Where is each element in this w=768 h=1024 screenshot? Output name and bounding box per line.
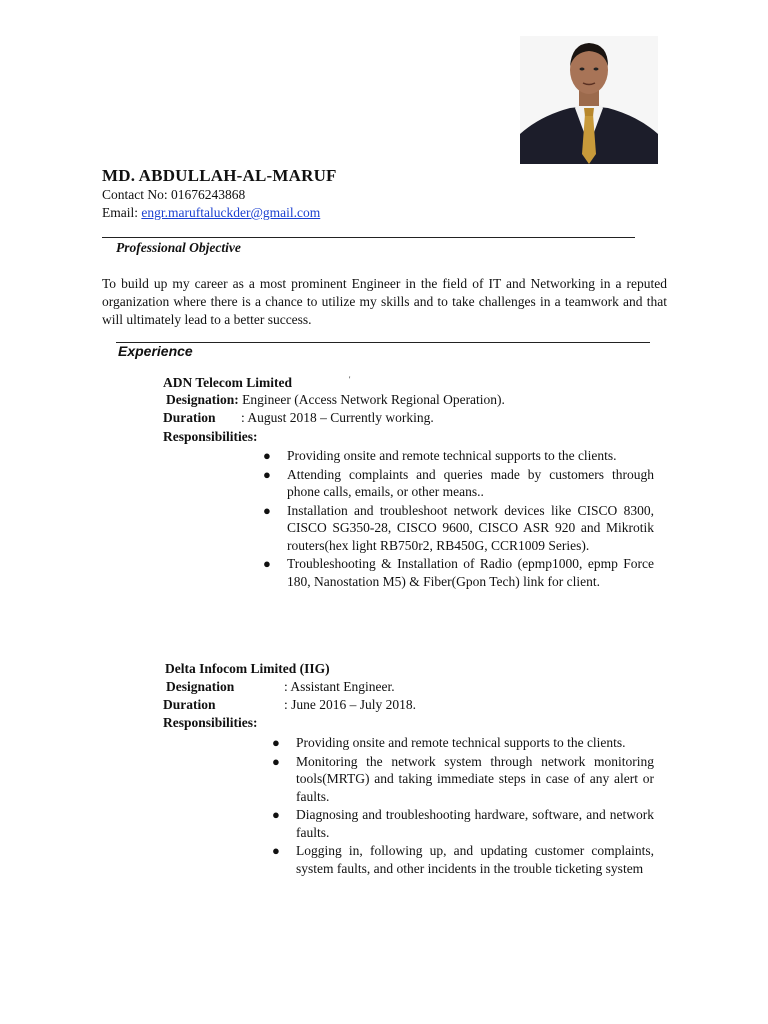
bullet-icon: ● <box>263 448 271 463</box>
job-1-duration-label: Duration <box>163 410 216 425</box>
list-item: ● Providing onsite and remote technical supports to the clients. <box>263 448 617 463</box>
job-2-duration <box>163 697 416 713</box>
job-2-responsibilities-heading: Responsibilities: <box>163 715 258 730</box>
bullet-icon: ● <box>263 502 271 518</box>
divider-2 <box>116 342 650 343</box>
email-link[interactable]: engr.maruftaluckder@gmail.com <box>141 205 321 220</box>
profile-photo-image <box>520 36 658 164</box>
list-item: ● Logging in, following up, and updating customer complaints, system faults, and other incidents in the trouble ticketing system <box>272 843 654 876</box>
bullet-icon: ● <box>263 466 271 482</box>
list-item: ● Troubleshooting & Installation of Radio (epmp1000, epmp Force 180, Nanostation M5) & Fiber(Gpon Tech) link for client. <box>263 556 654 589</box>
job-1-company: ADN Telecom Limited <box>163 375 292 390</box>
experience-title: Experience <box>118 343 193 359</box>
job-1-duration <box>163 410 434 426</box>
divider-1 <box>102 237 635 238</box>
list-item: ● Installation and troubleshoot network devices like CISCO 8300, CISCO SG350-28, CISCO 9600, CISCO ASR 920 and Mikrotik routers(hex light RB750r2, RB450G, CCR1009 Series). <box>263 502 654 553</box>
tick-mark: ' <box>349 375 351 384</box>
email-line <box>102 205 320 221</box>
job-1-designation <box>166 392 505 408</box>
objective-title: Professional Objective <box>116 240 241 255</box>
job-1-responsibilities-heading: Responsibilities: <box>163 429 258 444</box>
job-1-responsibilities-label <box>163 429 258 445</box>
bullet-icon: ● <box>272 735 280 750</box>
profile-photo <box>520 36 658 164</box>
list-item: ● Monitoring the network system through network monitoring tools(MRTG) and taking immediate steps in case of any alert or faults. <box>272 753 654 804</box>
job-2-designation-value: : Assistant Engineer. <box>284 679 395 694</box>
job-1-duration-value: : August 2018 – Currently working. <box>241 410 434 425</box>
contact-number: Contact No: 01676243868 <box>102 187 246 202</box>
job-2-responsibilities-list <box>272 734 654 877</box>
job-1-responsibilities-list <box>263 447 654 590</box>
list-item: ● Diagnosing and troubleshooting hardware, software, and network faults. <box>272 807 654 840</box>
job-2-designation-label: Designation <box>166 679 235 694</box>
job-2-duration-label: Duration <box>163 697 216 712</box>
job-2-company: Delta Infocom Limited (IIG) <box>165 661 330 676</box>
list-item: ● Providing onsite and remote technical supports to the clients. <box>272 735 626 750</box>
email-label: Email: <box>102 205 142 220</box>
objective-text: To build up my career as a most prominent Engineer in the field of IT and Networking in a reputed organization where there is a chance to utilize my skills and to take challenges in a teamwork and that will ultimately lead to a better success. <box>102 276 667 327</box>
job-1-designation-value: Engineer (Access Network Regional Operation). <box>242 392 505 407</box>
list-item: ● Attending complaints and queries made by customers through phone calls, emails, or other means.. <box>263 466 654 499</box>
bullet-icon: ● <box>272 843 280 858</box>
bullet-icon: ● <box>263 556 271 571</box>
job-1-designation-label: Designation: <box>166 392 239 407</box>
job-2-duration-value: : June 2016 – July 2018. <box>284 697 417 712</box>
candidate-name: MD. ABDULLAH-AL-MARUF <box>102 166 337 185</box>
bullet-icon: ● <box>272 753 280 769</box>
job-2-responsibilities-label <box>163 715 258 731</box>
job-2-designation <box>166 679 395 695</box>
bullet-icon: ● <box>272 807 280 822</box>
